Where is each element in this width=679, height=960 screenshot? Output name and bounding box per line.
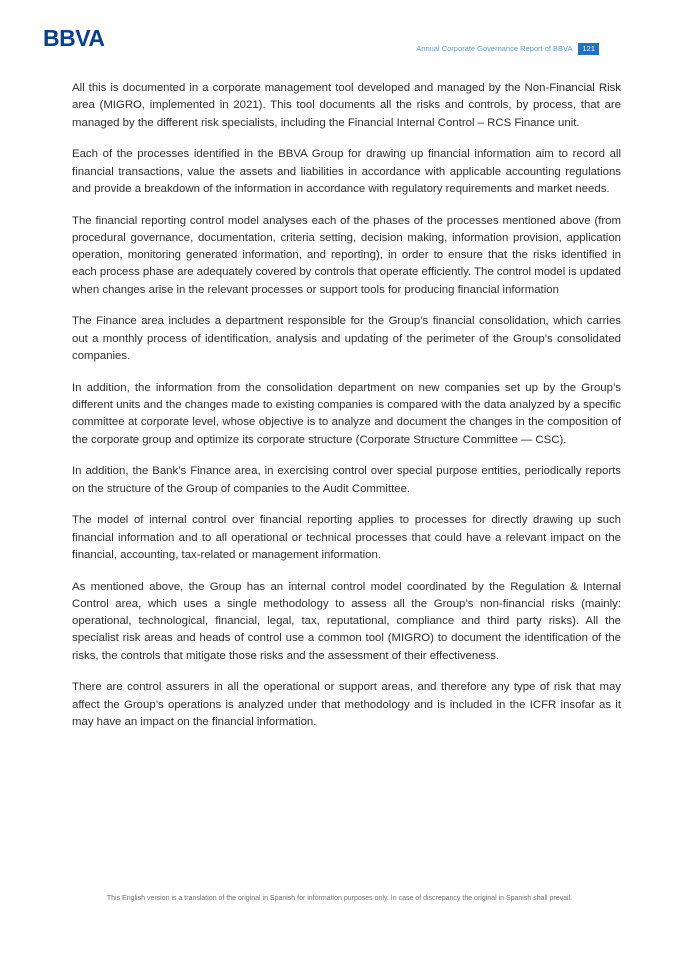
page-header xyxy=(416,43,599,55)
paragraph: As mentioned above, the Group has an internal control model coordinated by the Regulation & Internal Control area, which uses a single methodology to assess all the Group’s non-financial risks (mainly: operational, technological, financial, legal, tax, reputational, compliance and third party risks). All the specialist risk areas and heads of control use a common tool (MIGRO) to document the identification of the risks, the controls that mitigate those risks and the assessment of their effectiveness. xyxy=(72,580,621,662)
paragraph: The financial reporting control model analyses each of the phases of the processes mentioned above (from procedural governance, documentation, criteria setting, decision making, information provision, application operation, monitoring generated information, and reporting), in order to ensure that the risks identified in each process phase are adequately covered by controls that operate efficiently. The control model is updated when changes arise in the relevant processes or support tools for producing financial information xyxy=(72,214,621,296)
bbva-logo: BBVA xyxy=(43,25,105,51)
paragraph: In addition, the information from the consolidation department on new companies set up by the Group’s different units and the changes made to existing companies is compared with the data analyzed by a specific committee at corporate level, whose objective is to analyze and document the changes in the composition of the corporate group and optimize its corporate structure (Corporate Structure Committee — CSC). xyxy=(72,381,621,446)
page-number-badge: 121 xyxy=(578,43,599,55)
paragraph: The model of internal control over financial reporting applies to processes for directly drawing up such financial information and to all operational or technical processes that could have a relevant impact on the financial, accounting, tax-related or management information. xyxy=(72,514,621,561)
paragraph: All this is documented in a corporate management tool developed and managed by the Non-Financial Risk area (MIGRO, implemented in 2021). This tool documents all the risks and controls, by process, that are managed by the different risk specialists, including the Financial Internal Control – RCS Finance unit. xyxy=(72,82,621,129)
document-body xyxy=(72,80,621,746)
report-title: Annual Corporate Governance Report of BBVA xyxy=(416,44,573,53)
paragraph: There are control assurers in all the operational or support areas, and therefore any type of risk that may affect the Group’s operations is analyzed under that methodology and is included in the ICFR insofar as it may have an impact on the financial information. xyxy=(72,681,621,729)
footer-disclaimer: This English version is a translation of the original in Spanish for information purposes only. In case of discrepancy the original in Spanish shall prevail. xyxy=(106,895,573,902)
paragraph: The Finance area includes a department responsible for the Group’s financial consolidation, which carries out a monthly process of identification, analysis and updating of the perimeter of the Group’s consolidated companies. xyxy=(72,315,621,363)
paragraph: Each of the processes identified in the BBVA Group for drawing up financial information aim to record all financial transactions, value the assets and liabilities in accordance with applicable accounting regulations and provide a breakdown of the information in accordance with regulatory requirements and market needs. xyxy=(72,148,621,195)
paragraph: In addition, the Bank’s Finance area, in exercising control over special purpose entities, periodically reports on the structure of the Group of companies to the Audit Committee. xyxy=(72,465,621,495)
